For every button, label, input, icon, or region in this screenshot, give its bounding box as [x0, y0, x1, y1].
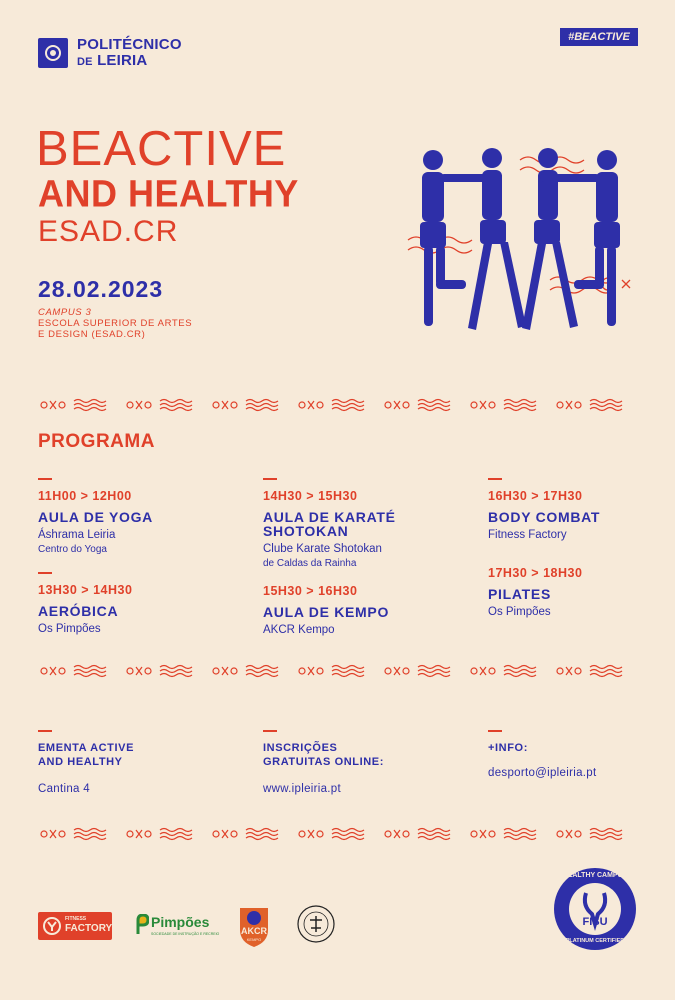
- decorative-pattern-band: [38, 827, 638, 841]
- info-menu-value: Cantina 4: [38, 783, 90, 795]
- title-and-healthy: AND HEALTHY: [38, 171, 299, 215]
- decorative-pattern-band: [38, 398, 638, 412]
- event-place: Os Pimpões: [488, 606, 551, 618]
- event-pilates: [488, 566, 582, 620]
- event-date: 28.02.2023: [38, 276, 164, 302]
- fisu-arc-top: HEALTHY CAMPUS: [562, 872, 628, 879]
- event-karate: [263, 478, 396, 571]
- event-name: [263, 510, 396, 538]
- venue-school: ESCOLA SUPERIOR DE ARTES: [38, 318, 193, 329]
- divider: [38, 572, 52, 574]
- title-beactive: BEACTIVE: [36, 122, 287, 176]
- logo-line1: POLITÉCNICO: [77, 36, 182, 53]
- pimpoes-subtitle: SOCIEDADE DE INSTRUÇÃO E RECREIO: [151, 932, 220, 936]
- event-yoga: [38, 478, 153, 557]
- factory-label: FACTORY: [65, 923, 113, 934]
- pimpoes-logo: [135, 912, 225, 942]
- event-place: Fitness Factory: [488, 529, 567, 541]
- politecnico-logo-text: [77, 37, 182, 70]
- karate-club-seal-icon: [296, 904, 336, 944]
- info-menu: [38, 730, 134, 795]
- event-name: BODY COMBAT: [488, 509, 601, 525]
- event-name: AERÓBICA: [38, 603, 119, 619]
- venue-campus: CAMPUS 3: [38, 307, 92, 318]
- divider: [38, 730, 52, 732]
- event-name: AULA DE KEMPO: [263, 604, 390, 620]
- fisu-center: FISU: [582, 916, 608, 928]
- pimpoes-name: Pimpões: [151, 914, 210, 930]
- beactive-hashtag: #BEACTIVE: [560, 28, 638, 46]
- fitness-label: FITNESS: [65, 916, 87, 922]
- event-body-combat: [488, 478, 600, 543]
- event-time: 11H00 > 12H00: [38, 489, 132, 503]
- event-name: PILATES: [488, 586, 551, 602]
- politecnico-logo-icon: [38, 38, 68, 68]
- info-registration: [263, 730, 384, 795]
- info-contact: [488, 730, 596, 779]
- info-menu-heading-line1: EMENTA ACTIVE: [38, 742, 135, 754]
- logo-line2: LEIRIA: [97, 52, 148, 69]
- venue: [38, 307, 192, 340]
- akcr-name: AKCR: [241, 926, 267, 936]
- info-registration-heading-line2: GRATUITAS ONLINE:: [263, 756, 385, 768]
- fitness-factory-icon: [42, 916, 62, 936]
- pimpoes-icon: [135, 914, 149, 936]
- event-place: Clube Karate Shotokan: [263, 543, 382, 555]
- info-contact-heading: +INFO:: [488, 742, 528, 754]
- divider: [263, 478, 277, 480]
- divider: [488, 730, 502, 732]
- event-time: 13H30 > 14H30: [38, 583, 133, 597]
- event-place-detail: Centro do Yoga: [38, 544, 107, 555]
- event-place: AKCR Kempo: [263, 624, 335, 636]
- title-esad-cr: ESAD.CR: [38, 215, 179, 248]
- venue-school-cont: E DESIGN (ESAD.CR): [38, 329, 146, 340]
- divider: [263, 730, 277, 732]
- event-place: Áshrama Leiria: [38, 529, 116, 541]
- event-name-line2: SHOTOKAN: [263, 523, 349, 539]
- info-registration-heading-line1: INSCRIÇÕES: [263, 742, 338, 754]
- event-place: Os Pimpões: [38, 623, 101, 635]
- fitness-factory-logo: [38, 912, 112, 940]
- registration-link[interactable]: www.ipleiria.pt: [263, 783, 341, 795]
- event-name-line1: AULA DE KARATÉ: [263, 509, 396, 525]
- info-menu-heading-line2: AND HEALTHY: [38, 756, 123, 768]
- logo-line2-prefix: DE: [77, 56, 93, 68]
- divider: [38, 478, 52, 480]
- event-kempo: [263, 584, 389, 638]
- event-place-detail: de Caldas da Rainha: [263, 558, 357, 569]
- program-heading: PROGRAMA: [38, 431, 155, 452]
- event-time: 16H30 > 17H30: [488, 489, 583, 503]
- akcr-logo: [236, 904, 272, 948]
- event-time: 17H30 > 18H30: [488, 566, 583, 580]
- fisu-arc-bottom: PLATINUM CERTIFIED: [565, 938, 625, 944]
- decorative-pattern-band: [38, 664, 638, 678]
- contact-email-link[interactable]: desporto@ipleiria.pt: [488, 767, 597, 779]
- event-time: 14H30 > 15H30: [263, 489, 358, 503]
- fisu-healthy-campus-badge: [552, 866, 638, 952]
- event-time: 15H30 > 16H30: [263, 584, 358, 598]
- athletes-stretching-image: [400, 140, 640, 340]
- divider: [488, 478, 502, 480]
- akcr-subtitle: KEMPO: [246, 937, 262, 942]
- event-name: AULA DE YOGA: [38, 509, 153, 525]
- event-aerobica: [38, 572, 132, 637]
